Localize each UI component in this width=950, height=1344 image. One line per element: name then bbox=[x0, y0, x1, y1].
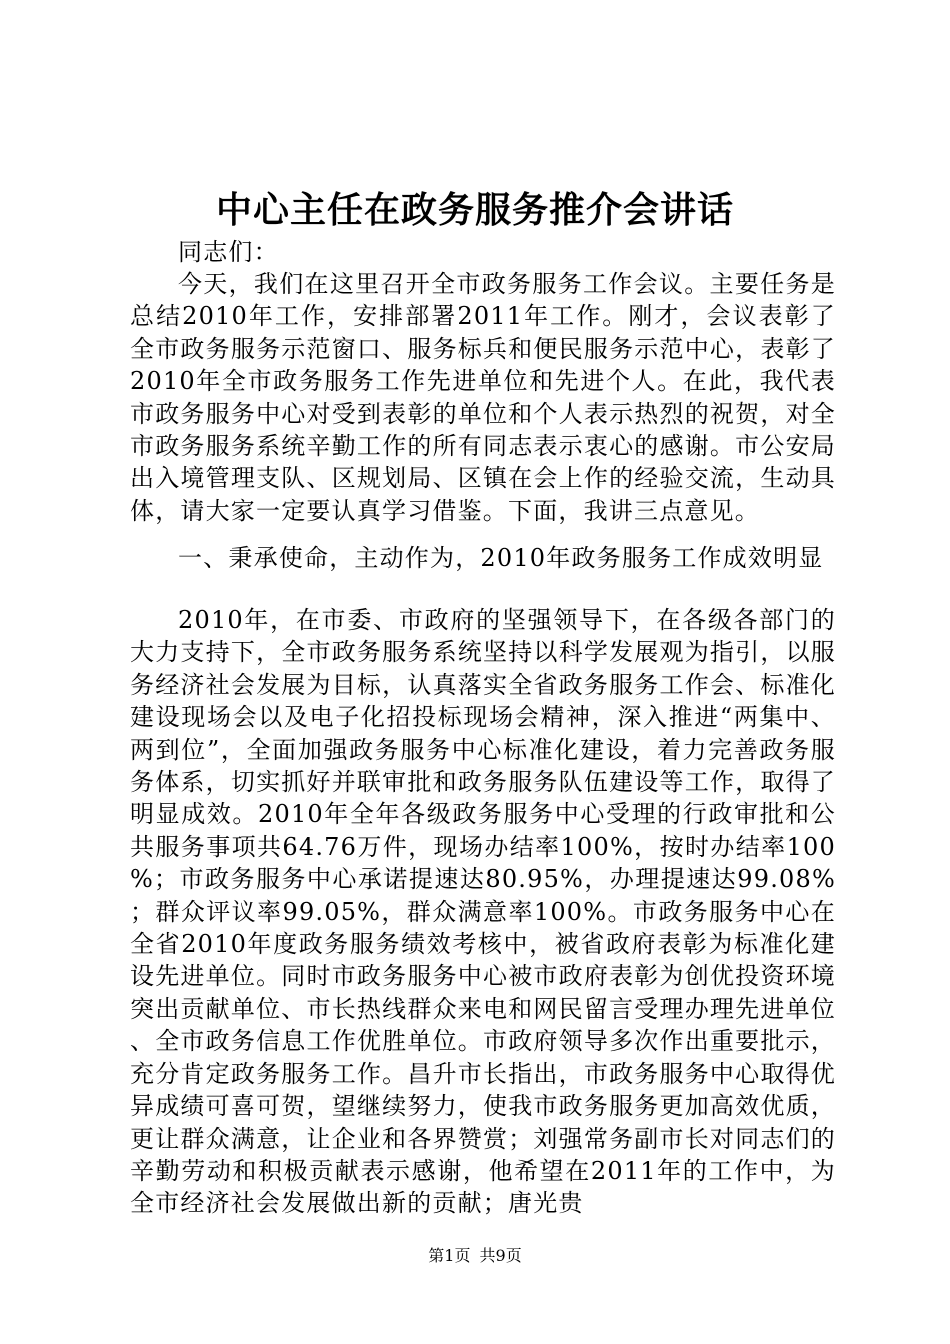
section-heading-1: 一、秉承使命，主动作为，2010年政务服务工作成效明显 bbox=[178, 544, 824, 572]
paragraph-achievements: 2010年，在市委、市政府的坚强领导下，在各级各部门的大力支持下，全市政务服务系统坚持以科学发展观为指引，以服务经济社会发展为目标，认真落实全省政务服务工作会、标准化建设现场会以及电子化招投标现场会精神，深入推进“两集中、两到位”，全面加强政务服务中心标准化建设，着力完善政务服务体系，切实抓好并联审批和政务服务队伍建设等工作，取得了明显成效。2010年全年各级政务服务中心受理的行政审批和公共服务事项共64.76万件，现场办结率100%，按时办结率100%；市政务服务中心承诺提速达80.95%，办理提速达99.08%；群众评议率99.05%，群众满意率100%。市政务服务中心在全省2010年度政务服务绩效考核中，被省政府表彰为标准化建设先进单位。同时市政务服务中心被市政府表彰为创优投资环境突出贡献单位、市长热线群众来电和网民留言受理办理先进单位、全市政务信息工作优胜单位。市政府领导多次作出重要批示，充分肯定政务服务工作。昌升市长指出，市政务服务中心取得优异成绩可喜可贺，望继续努力，使我市政务服务更加高效优质，更让群众满意，让企业和各界赞赏；刘强常务副市长对同志们的辛勤劳动和积极贡献表示感谢，他希望在2011年的工作中，为全市经济社会发展做出新的贡献；唐光贵 bbox=[130, 606, 836, 1218]
document-title: 中心主任在政务服务推介会讲话 bbox=[215, 189, 734, 231]
page-footer: 第1页 共9页 bbox=[428, 1246, 522, 1265]
paragraph-opening: 今天，我们在这里召开全市政务服务工作会议。主要任务是总结2010年工作，安排部署2011年工作。刚才，会议表彰了全市政务服务示范窗口、服务标兵和便民服务示范中心，表彰了2010年全市政务服务工作先进单位和先进个人。在此，我代表市政务服务中心对受到表彰的单位和个人表示热烈的祝贺，对全市政务服务系统辛勤工作的所有同志表示衷心的感谢。市公安局出入境管理支队、区规划局、区镇在会上作的经验交流，生动具体，请大家一定要认真学习借鉴。下面，我讲三点意见。 bbox=[130, 270, 836, 525]
salutation: 同志们： bbox=[178, 238, 279, 266]
